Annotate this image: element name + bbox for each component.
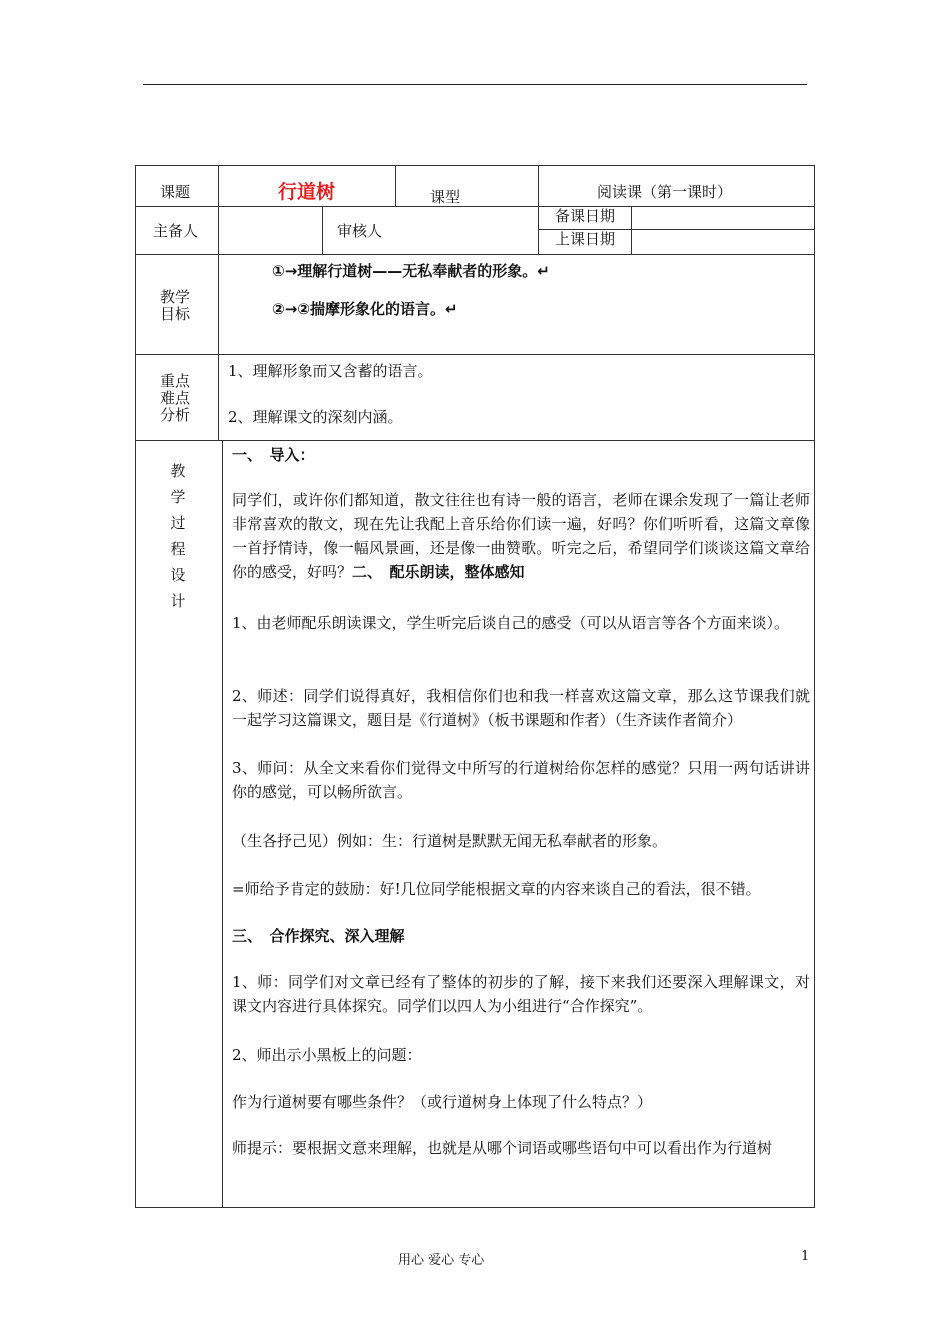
page-number: 1 [801, 1249, 810, 1264]
paragraph-8: 2、师出示小黑板上的问题： [232, 1046, 422, 1064]
process-label-char-2: 学 [170, 488, 186, 506]
process-label-char-4: 程 [170, 540, 186, 558]
focus-label-line2: 难点 [160, 389, 191, 407]
paragraph-3: 2、师述：同学们说得真好，我相信你们也和我一样喜欢这篇文章，那么这节课我们就一起学习这篇课文，题目是《行道树》（板书课题和作者）（生齐读作者简介） [232, 687, 810, 729]
col-divider-date [631, 206, 632, 254]
header-rule [143, 84, 807, 85]
goal-item-1: ①→理解行道树——无私奉献者的形象。↵ [272, 262, 550, 280]
paragraph-6: =师给予肯定的鼓励：好!几位同学能根据文章的内容来谈自己的看法，很不错。 [232, 880, 761, 898]
col-divider-label-process [222, 440, 223, 1208]
lesson-type-label: 课型 [430, 188, 461, 206]
footer-motto: 用心 爱心 专心 [398, 1253, 485, 1268]
row-divider-3 [135, 354, 815, 355]
goal-item-2: ②→②揣摩形象化的语言。↵ [272, 300, 458, 318]
process-label-char-1: 教 [170, 462, 186, 480]
course-title: 行道树 [278, 181, 336, 203]
section-1-title: 一、 导入： [232, 446, 315, 464]
course-title-label: 课题 [160, 183, 191, 201]
paragraph-9: 作为行道树要有哪些条件？（或行道树身上体现了什么特点？） [232, 1093, 653, 1111]
prep-date-label: 备课日期 [555, 207, 616, 225]
table-border-top [135, 165, 815, 166]
table-border-bottom [135, 1207, 815, 1208]
focus-item-2: 2、理解课文的深刻内涵。 [228, 408, 403, 426]
paragraph-intro-text: 同学们，或许你们都知道，散文往往也有诗一般的语言，老师在课余发现了一篇让老师非常喜欢的散文，现在先让我配上音乐给你们读一遍，好吗？你们听听看，这篇文章像一首抒情诗，像一幅风景画，还是像一曲赞歌。听完之后，希望同学们谈谈这篇文章给你的感受，好吗？ [232, 491, 810, 581]
section-3-title: 三、 合作探究、深入理解 [232, 927, 405, 945]
preparer-label: 主备人 [153, 222, 199, 240]
paragraph-4: 3、师问：从全文来看你们觉得文中所写的行道树给你怎样的感觉？只用一两句话讲讲你的感觉，可以畅所欲言。 [232, 759, 810, 801]
class-date-label: 上课日期 [555, 230, 616, 248]
lesson-type: 阅读课（第一课时） [597, 183, 733, 201]
section-2-title: 二、 配乐朗读，整体感知 [352, 563, 525, 581]
row-divider-1 [135, 206, 815, 207]
reviewer-label: 审核人 [337, 222, 383, 240]
paragraph-5: （生各抒己见）例如：生：行道树是默默无闻无私奉献者的形象。 [232, 832, 668, 850]
focus-item-1: 1、理解形象而又含蓄的语言。 [228, 362, 433, 380]
process-label-char-6: 计 [170, 592, 186, 610]
paragraph-intro [232, 488, 810, 584]
paragraph-7: 1、师：同学们对文章已经有了整体的初步的了解，接下来我们还要深入理解课文，对课文内容进行具体探究。同学们以四人为小组进行“合作探究”。 [232, 973, 810, 1015]
goals-label-line2: 目标 [160, 305, 191, 323]
col-divider-type [538, 165, 539, 254]
paragraph-2: 1、由老师配乐朗读课文，学生听完后谈自己的感受（可以从语言等各个方面来谈）。 [232, 614, 790, 632]
process-label-char-3: 过 [170, 514, 186, 532]
paragraph-10: 师提示：要根据文意来理解，也就是从哪个词语或哪些语句中可以看出作为行道树 [232, 1139, 773, 1157]
col-divider-reviewer [322, 206, 323, 254]
table-border-right [814, 165, 815, 1208]
col-divider-type-label [395, 165, 396, 206]
row-divider-2 [135, 254, 815, 255]
focus-label-line3: 分析 [160, 406, 191, 424]
goals-label-line1: 教学 [160, 288, 191, 306]
table-border-left [135, 165, 136, 1208]
focus-label-line1: 重点 [160, 372, 191, 390]
process-label-char-5: 设 [170, 566, 186, 584]
row-divider-4 [135, 440, 815, 441]
